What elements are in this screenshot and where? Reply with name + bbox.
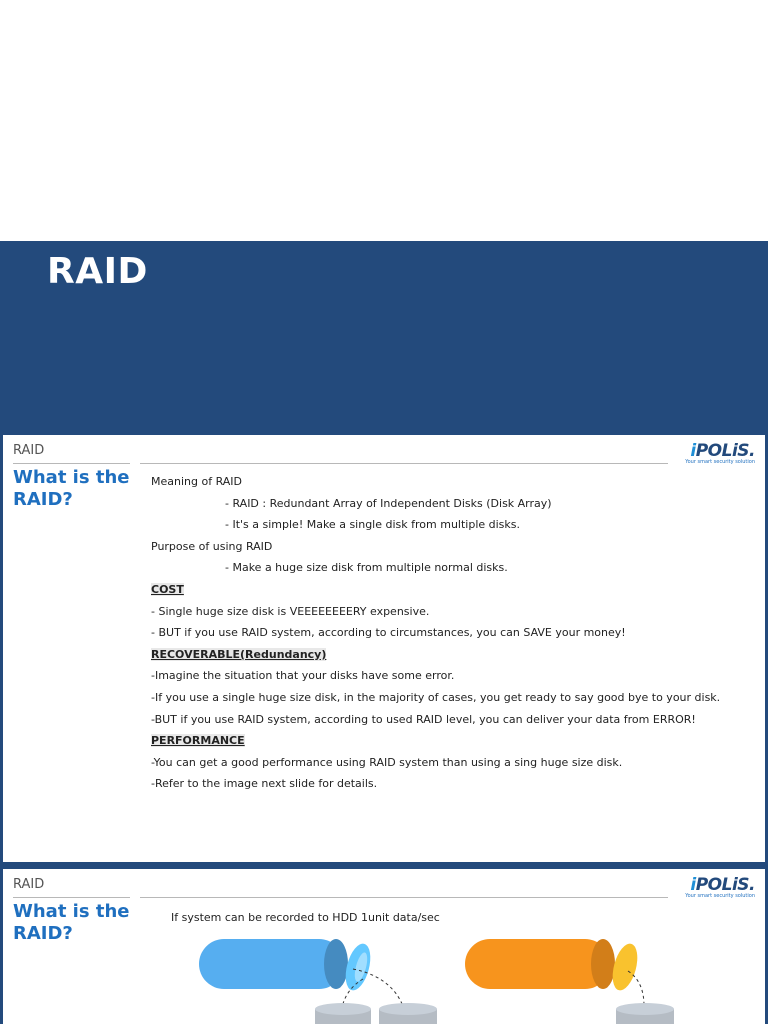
section-label: RAID <box>13 443 45 458</box>
body-line: -You can get a good performance using RAID system than using a sing huge size disk. <box>151 755 623 769</box>
page-title: RAID <box>47 251 148 292</box>
heading-line: RAID? <box>13 489 73 510</box>
raid-illustration <box>3 869 768 1024</box>
body-line: Meaning of RAID <box>151 475 243 488</box>
heading-line: What is the <box>13 901 130 922</box>
ipolis-logo <box>675 441 755 469</box>
slide-raid-illustration <box>0 866 768 1024</box>
slide-body <box>151 471 751 795</box>
heading-line: What is the <box>13 467 130 488</box>
topic-heading: PERFORMANCE <box>151 734 245 748</box>
logo-wordmark: iPOLiS. <box>690 441 755 461</box>
body-line: - Single huge size disk is VEEEEEEEERY expensive. <box>151 604 430 618</box>
logo-tagline: Your smart security solution <box>685 459 755 465</box>
title-slide <box>0 0 768 432</box>
heading-line: RAID? <box>13 923 73 944</box>
bullet-line: - RAID : Redundant Array of Independent Disks (Disk Array) <box>225 496 552 510</box>
divider <box>140 463 668 464</box>
slide-heading <box>13 467 133 511</box>
logo-tagline: Your smart security solution <box>685 893 755 899</box>
body-line: -Imagine the situation that your disks have some error. <box>151 669 455 683</box>
body-line: - BUT if you use RAID system, according to circumstances, you can SAVE your money! <box>151 626 626 640</box>
disk-icon <box>379 1003 437 1024</box>
topic-heading: RECOVERABLE(Redundancy) <box>151 647 327 661</box>
bullet-line: - It's a simple! Make a single disk from multiple disks. <box>225 518 521 532</box>
body-line: -Refer to the image next slide for details. <box>151 777 378 791</box>
body-line: -If you use a single huge size disk, in the majority of cases, you get ready to say good bye to your disk. <box>151 690 721 704</box>
disk-icon <box>616 1003 674 1024</box>
disk-icon <box>315 1003 371 1024</box>
bullet-line: - Make a huge size disk from multiple normal disks. <box>225 561 508 575</box>
logo-wordmark: iPOLiS. <box>690 875 755 895</box>
orange-pipe-icon <box>465 939 642 993</box>
illustration-caption: If system can be recorded to HDD 1unit data/sec <box>171 911 440 924</box>
slide-meaning-of-raid <box>0 432 768 865</box>
blue-pipe-icon <box>199 939 375 993</box>
divider <box>13 463 130 464</box>
topic-heading: COST <box>151 582 184 596</box>
body-line: -BUT if you use RAID system, according to used RAID level, you can deliver your data from ERROR! <box>151 712 696 726</box>
section-label: RAID <box>13 877 45 892</box>
body-line: Purpose of using RAID <box>151 539 273 553</box>
